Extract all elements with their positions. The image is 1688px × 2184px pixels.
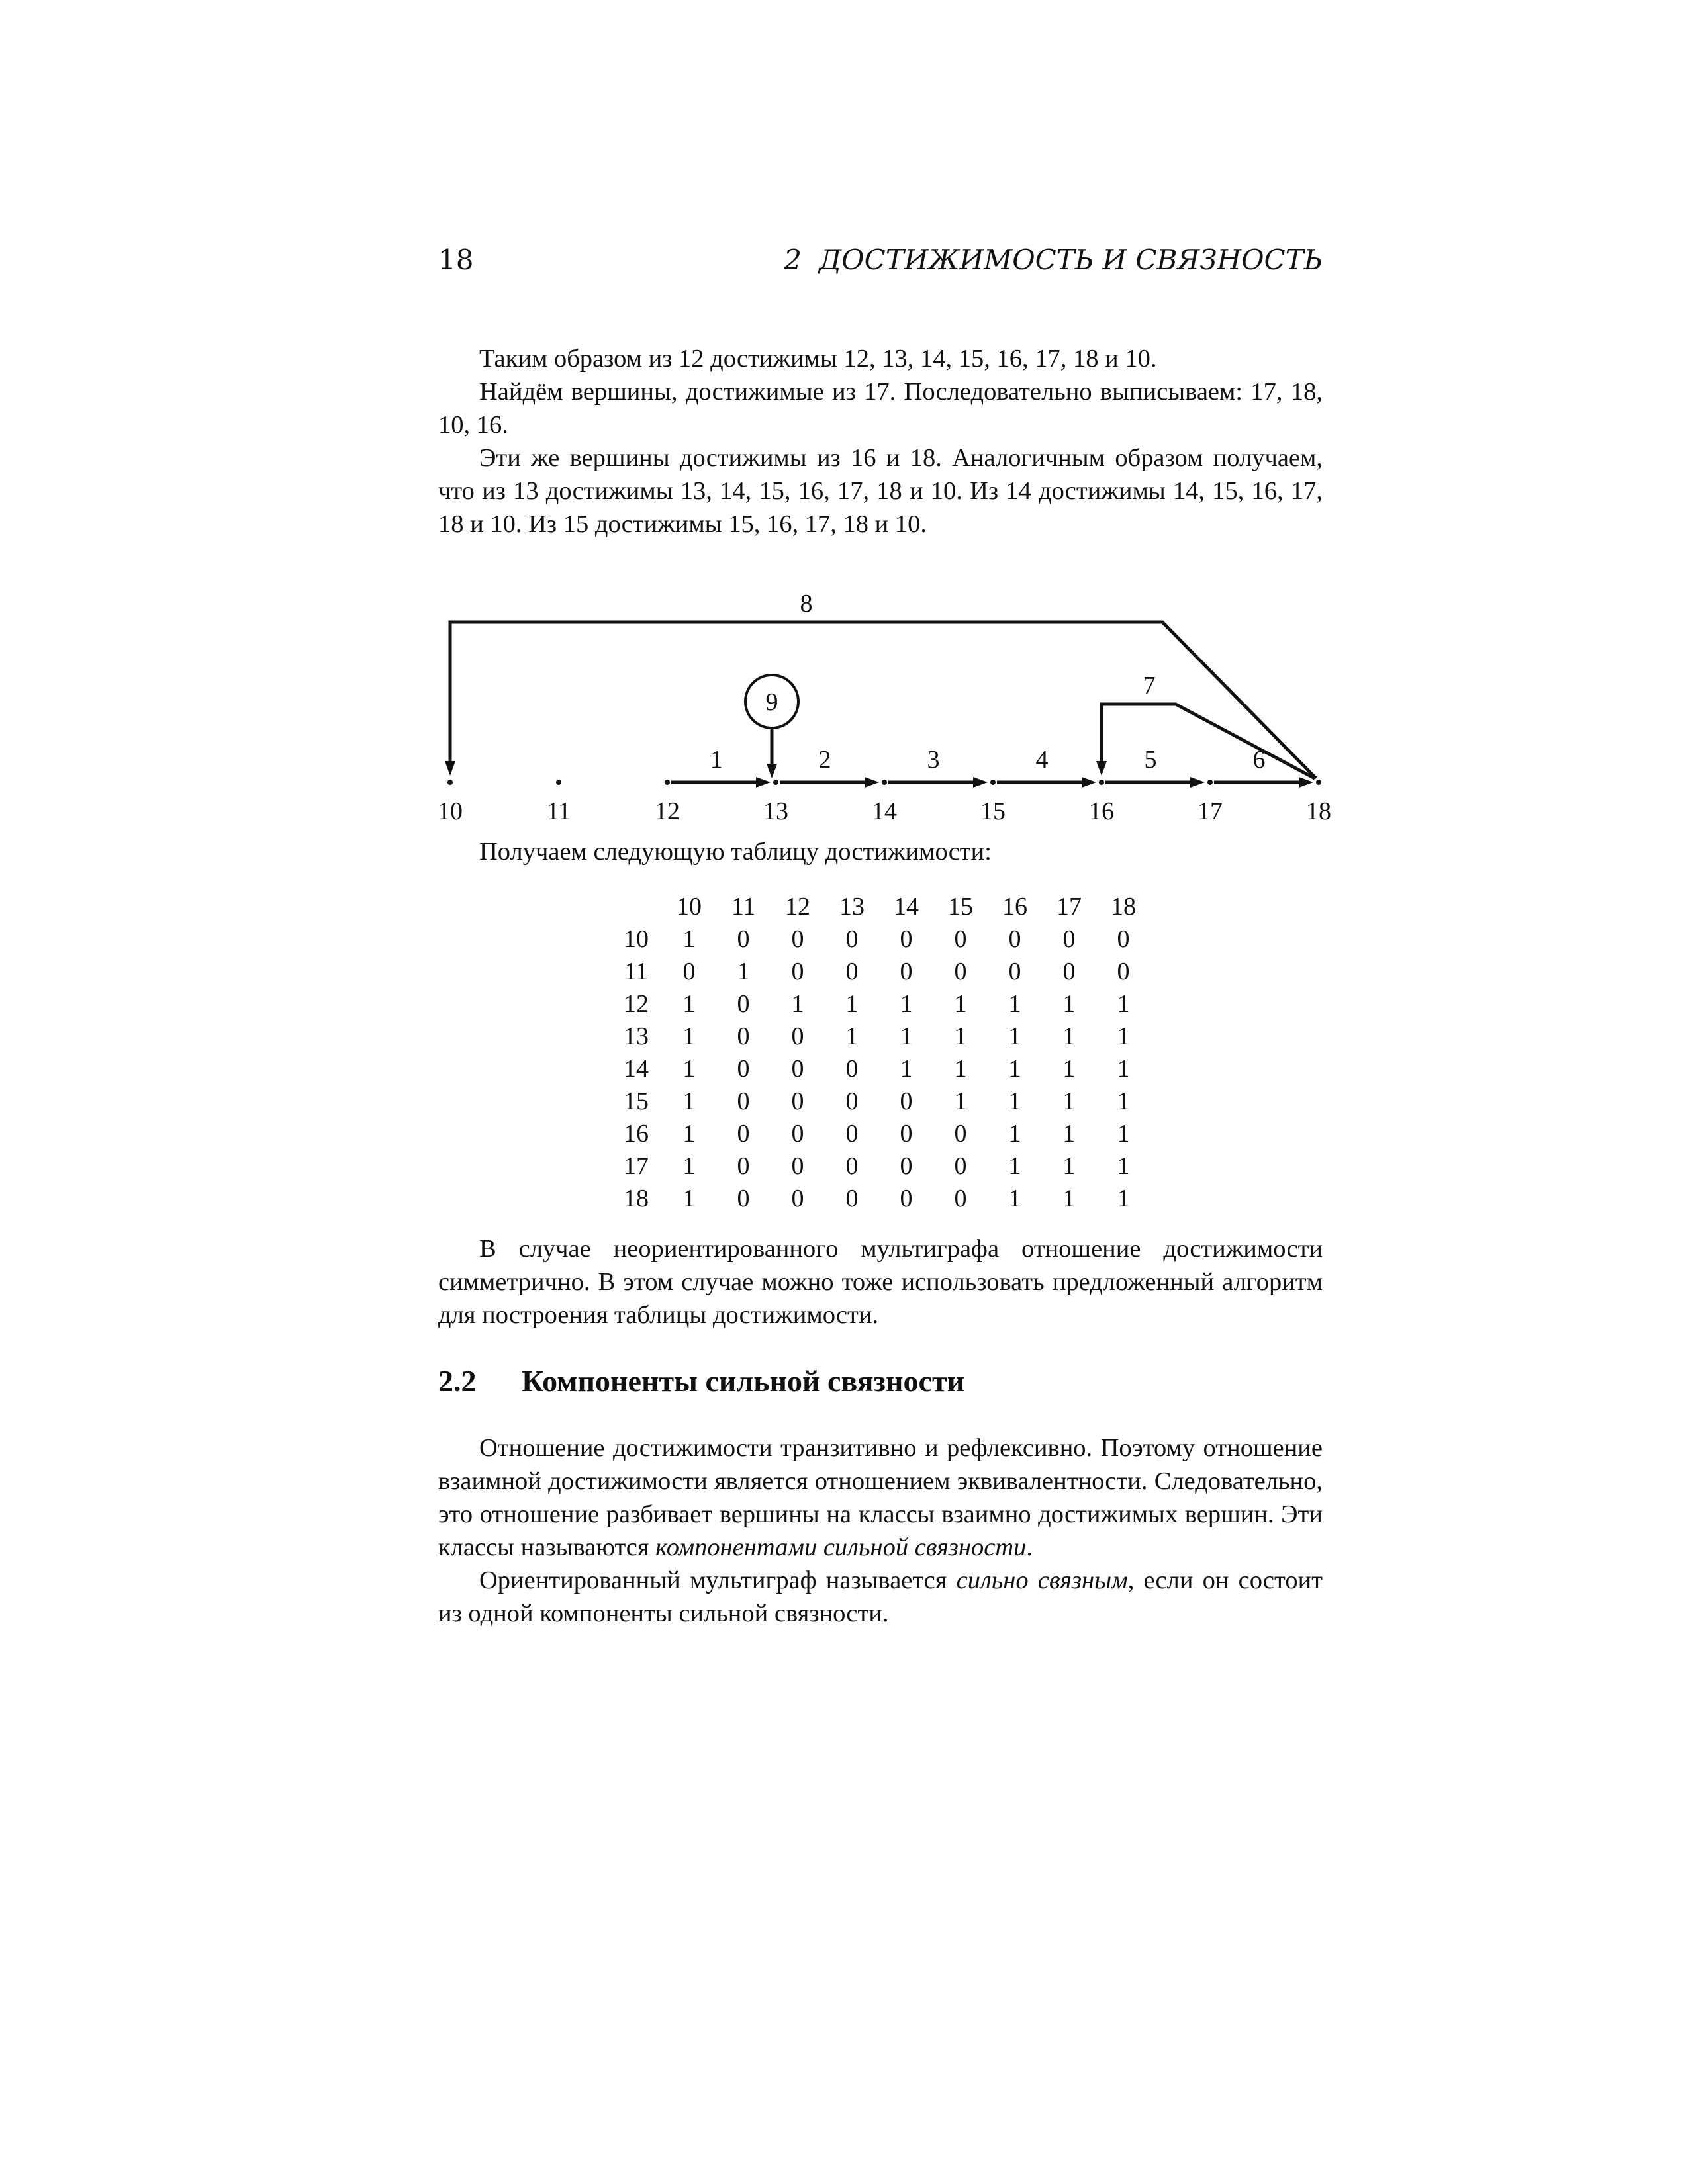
- table-row: [610, 1053, 1150, 1085]
- paragraph-reachable-from-12: Таким образом из 12 достижимы 12, 13, 14, 15, 16, 17, 18 и 10.: [479, 345, 1157, 373]
- table-cell: 1: [1062, 1152, 1076, 1180]
- column-header-18: 18: [1111, 893, 1136, 921]
- column-header-10: 10: [677, 893, 702, 921]
- edge-2-arrowhead: [865, 777, 879, 788]
- chapter-title: ДОСТИЖИМОСТЬ И СВЯЗНОСТЬ: [819, 244, 1323, 276]
- vertex-label-11: 11: [546, 797, 571, 825]
- table-cell: 1: [1008, 1185, 1021, 1212]
- undirected-text: В случае неориентированного мультиграфа отношение достижимости симметрично. В этом случае можно тоже использовать предложенный алгоритм для построения таблицы достижимости.: [438, 1235, 1323, 1329]
- vertex-dot-11: [556, 780, 561, 785]
- edge-3-arrowhead: [973, 777, 988, 788]
- paragraph-reachable-from-17: Найдём вершины, достижимые из 17. Последовательно выписываем: 17, 18, 10, 16.: [438, 378, 1323, 439]
- table-cell: 0: [737, 1185, 750, 1212]
- table-cell: 0: [737, 1087, 750, 1115]
- reachability-table: [610, 891, 1150, 1215]
- table-cell: 0: [791, 925, 804, 953]
- edge-8-arrowhead: [445, 761, 455, 776]
- table-cell: 1: [954, 1023, 967, 1050]
- row-header-12: 12: [624, 990, 649, 1018]
- table-cell: 1: [1117, 1055, 1130, 1083]
- table-cell: 1: [900, 1023, 913, 1050]
- table-intro-text: Получаем следующую таблицу достижимости:: [479, 838, 992, 866]
- edge-5-label: 5: [1144, 746, 1157, 774]
- edge-6-label: 6: [1252, 746, 1266, 774]
- graph-labels: [438, 590, 1331, 825]
- table-cell: 0: [954, 958, 967, 985]
- vertex-label-14: 14: [872, 797, 897, 825]
- table-cell: 1: [682, 1120, 696, 1148]
- graph-edges: [450, 622, 1316, 782]
- edge-8: [450, 622, 1316, 778]
- table-row: [610, 923, 1150, 956]
- table-cell: 0: [954, 925, 967, 953]
- table-cell: 1: [1008, 1152, 1021, 1180]
- edge-4-arrowhead: [1082, 777, 1096, 788]
- table-cell: 0: [1008, 925, 1021, 953]
- table-cell: 0: [1062, 958, 1076, 985]
- table-row: [610, 1183, 1150, 1215]
- row-header-15: 15: [624, 1087, 649, 1115]
- table-cell: 0: [845, 1152, 859, 1180]
- vertex-label-15: 15: [980, 797, 1006, 825]
- column-header-15: 15: [948, 893, 973, 921]
- table-cell: 0: [954, 1152, 967, 1180]
- row-header-18: 18: [624, 1185, 649, 1212]
- table-cell: 0: [845, 958, 859, 985]
- table-cell: 0: [791, 1087, 804, 1115]
- table-cell: 1: [845, 990, 859, 1018]
- vertex-dot-13: [773, 780, 778, 785]
- vertex-dot-10: [447, 780, 453, 785]
- table-cell: 1: [900, 1055, 913, 1083]
- column-header-12: 12: [785, 893, 810, 921]
- table-cell: 0: [737, 1120, 750, 1148]
- table-cell: 0: [1117, 958, 1130, 985]
- table-cell: 1: [1062, 1023, 1076, 1050]
- table-cell: 1: [682, 1023, 696, 1050]
- table-cell: 0: [737, 925, 750, 953]
- table-cell: 0: [682, 958, 696, 985]
- table-cell: 0: [845, 925, 859, 953]
- edge-1-label: 1: [710, 746, 723, 774]
- paragraph-reachable-from-others: Эти же вершины достижимы из 16 и 18. Аналогичным образом получаем, что из 13 достижимы 13, 14, 15, 16, 17, 18 и 10. Из 14 достижимы 14, 15, 16, 17, 18 и 10. Из 15 достижимы 15, 16, 17, 18 и 10.: [438, 444, 1323, 538]
- row-header-11: 11: [624, 958, 649, 985]
- table-cell: 1: [1117, 990, 1130, 1018]
- table-cell: 1: [954, 1087, 967, 1115]
- vertex-label-12: 12: [655, 797, 680, 825]
- column-header-13: 13: [839, 893, 865, 921]
- table-cell: 1: [954, 990, 967, 1018]
- definition-strong-components: [438, 1432, 1323, 1564]
- table-cell: 0: [900, 958, 913, 985]
- table-cell: 1: [1008, 1055, 1021, 1083]
- column-header-16: 16: [1002, 893, 1027, 921]
- table-cell: 1: [1117, 1023, 1130, 1050]
- table-cell: 0: [845, 1087, 859, 1115]
- table-cell: 0: [737, 1023, 750, 1050]
- vertex-label-17: 17: [1197, 797, 1223, 825]
- table-cell: 1: [791, 990, 804, 1018]
- vertex-dot-14: [882, 780, 887, 785]
- edge-4-label: 4: [1035, 746, 1049, 774]
- section-body: [438, 1432, 1323, 1630]
- table-cell: 1: [682, 925, 696, 953]
- section-number: 2.2: [438, 1364, 477, 1398]
- definition2-end: , если он состоит из одной компоненты сильной связности.: [438, 1567, 1323, 1627]
- table-cell: 1: [1062, 1185, 1076, 1212]
- definition-strongly-connected: [438, 1564, 1323, 1630]
- table-cell: 1: [682, 1152, 696, 1180]
- edge-3-label: 3: [927, 746, 940, 774]
- vertex-dot-12: [665, 780, 670, 785]
- table-row: [610, 1118, 1150, 1150]
- table-cell: 1: [1117, 1185, 1130, 1212]
- table-cell: 0: [737, 1055, 750, 1083]
- table-cell: 0: [900, 1185, 913, 1212]
- table-cell: 0: [900, 1152, 913, 1180]
- table-row: [610, 988, 1150, 1021]
- graph-figure: [0, 0, 1688, 860]
- vertex-label-9: 9: [765, 688, 778, 716]
- table-cell: 1: [1008, 1087, 1021, 1115]
- table-cell: 0: [791, 1185, 804, 1212]
- vertex-dot-15: [990, 780, 996, 785]
- table-cell: 1: [1008, 1023, 1021, 1050]
- table-cell: 0: [1062, 925, 1076, 953]
- edge-6-arrowhead: [1299, 777, 1313, 788]
- definition-text: Отношение достижимости транзитивно и рефлексивно. Поэтому отношение взаимной достижимости является отношением эквивалентности. Следовательно, это отношение разбивает вершины на классы взаимно достижимых вершин. Эти классы называются: [438, 1434, 1323, 1561]
- row-header-14: 14: [624, 1055, 649, 1083]
- table-cell: 0: [791, 1152, 804, 1180]
- table-cell: 1: [1062, 1087, 1076, 1115]
- table-cell: 0: [791, 1120, 804, 1148]
- vertex-label-10: 10: [438, 797, 463, 825]
- table-cell: 1: [1117, 1152, 1130, 1180]
- table-corner: [610, 891, 662, 923]
- section-heading: [438, 1366, 964, 1396]
- table-row: [610, 1150, 1150, 1183]
- table-cell: 1: [954, 1055, 967, 1083]
- definition-end: .: [1026, 1533, 1033, 1561]
- edge-7-arrowhead: [1096, 761, 1107, 776]
- section-title: Компоненты сильной связности: [522, 1364, 965, 1398]
- table-cell: 0: [845, 1185, 859, 1212]
- edge-1-arrowhead: [756, 777, 771, 788]
- term-strong-components: компонентами сильной связности: [655, 1533, 1027, 1561]
- table-row: [610, 956, 1150, 988]
- edge-7: [1102, 704, 1315, 778]
- table-cell: 0: [900, 1087, 913, 1115]
- undirected-paragraph: [438, 1232, 1323, 1332]
- table-cell: 0: [791, 958, 804, 985]
- edge-2-label: 2: [818, 746, 831, 774]
- definition2-text: Ориентированный мультиграф называется: [479, 1567, 957, 1594]
- table-cell: 1: [1062, 1055, 1076, 1083]
- table-cell: 0: [954, 1185, 967, 1212]
- edge-8-label: 8: [800, 590, 813, 617]
- table-cell: 1: [1008, 990, 1021, 1018]
- table-cell: 1: [1117, 1120, 1130, 1148]
- edge-9-arrowhead: [767, 764, 777, 778]
- table-cell: 0: [845, 1055, 859, 1083]
- table-cell: 0: [900, 1120, 913, 1148]
- row-header-13: 13: [624, 1023, 649, 1050]
- term-strongly-connected: сильно связным: [956, 1567, 1128, 1594]
- row-header-10: 10: [624, 925, 649, 953]
- table-intro-paragraph: [438, 835, 1323, 868]
- chapter-number: 2: [784, 244, 802, 276]
- vertex-label-18: 18: [1306, 797, 1331, 825]
- table-cell: 1: [682, 1055, 696, 1083]
- column-header-11: 11: [731, 893, 756, 921]
- table-cell: 1: [737, 958, 750, 985]
- column-header-17: 17: [1056, 893, 1082, 921]
- table-cell: 0: [1008, 958, 1021, 985]
- edge-5-arrowhead: [1190, 777, 1205, 788]
- table-cell: 1: [682, 1185, 696, 1212]
- row-header-17: 17: [624, 1152, 649, 1180]
- table-cell: 0: [737, 1152, 750, 1180]
- row-header-16: 16: [624, 1120, 649, 1148]
- vertex-dot-17: [1207, 780, 1213, 785]
- column-header-14: 14: [894, 893, 919, 921]
- table-row: [610, 1021, 1150, 1053]
- table-cell: 1: [1062, 990, 1076, 1018]
- table-cell: 1: [682, 990, 696, 1018]
- table-cell: 1: [1008, 1120, 1021, 1148]
- vertex-dot-18: [1316, 780, 1321, 785]
- table-cell: 1: [1062, 1120, 1076, 1148]
- vertex-label-13: 13: [763, 797, 788, 825]
- table-cell: 0: [954, 1120, 967, 1148]
- edge-7-label: 7: [1143, 672, 1156, 700]
- table-cell: 0: [900, 925, 913, 953]
- table-cell: 0: [791, 1023, 804, 1050]
- table-cell: 0: [737, 990, 750, 1018]
- table-cell: 1: [845, 1023, 859, 1050]
- table-cell: 0: [845, 1120, 859, 1148]
- table-cell: 0: [1117, 925, 1130, 953]
- table-cell: 0: [791, 1055, 804, 1083]
- page-number: 18: [438, 244, 474, 276]
- table-header-row: [610, 891, 1150, 923]
- table-cell: 1: [1117, 1087, 1130, 1115]
- vertex-label-16: 16: [1089, 797, 1114, 825]
- table-cell: 1: [900, 990, 913, 1018]
- table-cell: 1: [682, 1087, 696, 1115]
- vertex-dot-16: [1099, 780, 1104, 785]
- table-row: [610, 1085, 1150, 1118]
